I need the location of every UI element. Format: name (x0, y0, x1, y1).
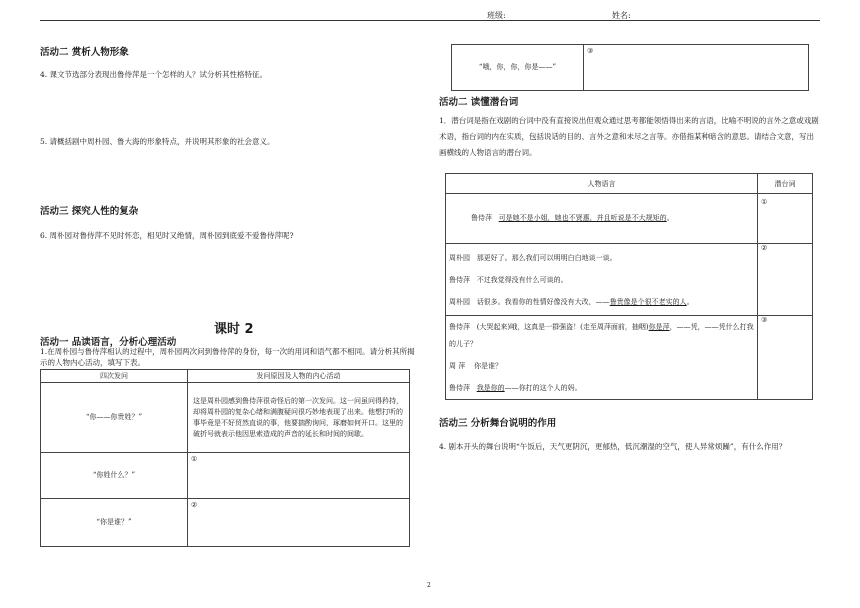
page-number: 2 (427, 582, 431, 589)
ask-cell: “你是谁？” (41, 499, 188, 547)
answer-cell[interactable]: ② (758, 244, 813, 316)
ask-cell: “哦，你，你，你是——” (452, 45, 584, 91)
table-header: 四次发问 (41, 370, 188, 383)
answer-cell[interactable]: ② (188, 499, 410, 547)
dialogue-line (449, 319, 754, 353)
underlined-speech: 可是她不是小姐，她也不贤惠，并且听说是不大规矩的 (498, 214, 667, 222)
class-label: 班级: (487, 11, 506, 20)
table-header: 潜台词 (758, 174, 813, 194)
speech-tail: ，——凭，——凭什么打我的儿子？ (449, 322, 754, 348)
dialogue-line (449, 212, 754, 225)
table-row (446, 194, 813, 244)
subtext-paragraph: 1．潜台词是指在戏剧的台词中没有直接说出但观众通过思考都能领悟得出来的言语，比喻不明说的言外之意或戏剧术语，指台词的内在实质，包括说话的目的、言外之意和未尽之言等。亦借指某种暗含的意思。请结合文意，写出画横线的人物语言的潜台词。 (439, 116, 819, 157)
activity1-title: 活动一 品读语言，分析心理活动 (40, 337, 177, 348)
dialogue-line (449, 358, 754, 375)
answer-cell: 这是周朴园感到鲁侍萍很奇怪后的第一次发问。这一问虽问得矜持，却将周朴园的复杂心绪和满腹疑问很巧妙地表现了出来。他想打听的事毕竟是不好贸然直说的事，他要揣酌询问，琢磨如何开口。这里的破折号就表示他因思索造成的声音的延长和时间的间歇。 (188, 383, 410, 453)
speech: 你是谁？ (474, 361, 503, 370)
subtext-table (445, 173, 813, 400)
continued-table (451, 44, 809, 91)
dialogue-line (449, 380, 754, 397)
activity3-title: 活动三 探究人性的复杂 (40, 206, 139, 217)
table-header: 发问原因及人物的内心活动 (188, 370, 410, 383)
ask-cell: “你——你贵姓？” (41, 383, 188, 453)
table-row (41, 383, 410, 453)
table-row (452, 45, 809, 91)
speech: 那更好了。那么我们可以明明白白地谈一谈。 (476, 253, 617, 262)
activity3-stage-title: 活动三 分析舞台说明的作用 (439, 418, 557, 429)
table-row (41, 453, 410, 499)
speaker: 鲁侍萍 (449, 383, 470, 392)
activity2-title: 活动二 赏析人物形象 (40, 47, 129, 58)
dialogue-cell (446, 194, 758, 244)
speaker: 鲁侍萍 (449, 322, 470, 331)
speaker: 周 萍 (449, 361, 466, 370)
table-header: 人物语言 (446, 174, 758, 194)
activity1-intro: 1.在周朴园与鲁侍萍相认的过程中，周朴园两次问到鲁侍萍的身份，每一次的用词和语气都不相同。请分析其所揭示的人物内心活动，填写下表。 (40, 347, 415, 367)
activity2-subtext-title: 活动二 读懂潜台词 (439, 97, 519, 108)
header-rule (40, 20, 820, 21)
speaker: 鲁侍萍 (449, 275, 470, 284)
underlined-speech: 我是你的 (476, 383, 505, 392)
table-row (446, 244, 813, 316)
table-row (446, 316, 813, 400)
dialogue-line (449, 247, 754, 269)
dialogue-line (449, 269, 754, 291)
table-header-row (41, 370, 410, 383)
dialogue-cell (446, 244, 758, 316)
speech-tail: 。 (686, 297, 694, 306)
dialogue-line (449, 291, 754, 313)
table-row (41, 499, 410, 547)
lesson-title: 课时 2 (214, 322, 254, 337)
speech-tail: ——你打的这个人的妈。 (504, 383, 582, 392)
ask-cell: “你姓什么？” (41, 453, 188, 499)
question-4: 4. 课文节选部分表现出鲁侍萍是一个怎样的人？试分析其性格特征。 (40, 70, 268, 79)
speech: 不过我觉得没有什么可谈的。 (476, 275, 568, 284)
table-header-row (446, 174, 813, 194)
answer-cell[interactable]: ③ (584, 45, 809, 91)
speaker: 周朴园 (449, 253, 470, 262)
question-5: 5. 请概括剧中周朴园、鲁大海的形象特点，并说明其形象的社会意义。 (40, 137, 275, 146)
underlined-speech: 你是萍 (648, 322, 670, 331)
underlined-speech: 鲁贵像是个很不老实的人 (609, 297, 687, 306)
answer-cell[interactable]: ③ (758, 316, 813, 400)
speech-tail: 。 (666, 214, 674, 222)
speech: (大哭起来)哦，这真是一群强盗！(走至周萍面前，抽咽) (476, 322, 649, 331)
question-6: 6. 周朴园对鲁侍萍不见时怀恋，相见时又绝情，周朴园到底爱不爱鲁侍萍呢? (40, 231, 294, 240)
answer-cell[interactable]: ① (758, 194, 813, 244)
questions-table (40, 369, 410, 547)
name-label: 姓名: (612, 11, 631, 20)
dialogue-cell (446, 316, 758, 400)
answer-cell[interactable]: ① (188, 453, 410, 499)
speaker: 周朴园 (449, 297, 470, 306)
stage-direction-question: 4. 剧本开头的舞台说明“午饭后，天气更阴沉，更郁热，低沉潮湿的空气，使人异常烦躁”，有什么作用？ (439, 442, 787, 451)
speaker: 鲁侍萍 (471, 214, 492, 222)
speech: 话很多。我看你的性情好像没有大改，—— (476, 297, 610, 306)
